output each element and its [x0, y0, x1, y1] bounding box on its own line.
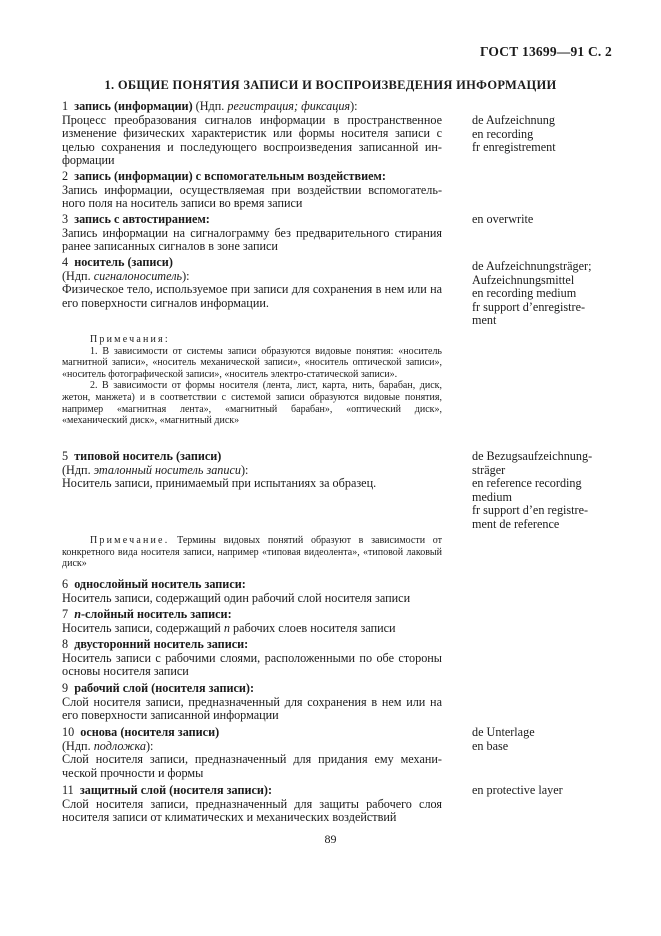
term-definition: Носитель записи, принимаемый при испытаниях за образец. — [62, 476, 377, 491]
page-number: 89 — [324, 832, 337, 846]
term-entry-7 — [62, 608, 442, 635]
notes-block — [62, 334, 442, 427]
term-equivalents-11: en protective layer — [472, 783, 563, 797]
note-item: 1. В зависимости от системы записи образуются видовые понятия: «носитель магнитной записи», «носитель механической записи», «носитель оптической записи», «носитель фотографической записи», «носитель электро-статической записи». — [62, 345, 442, 380]
note-item: 2. В зависимости от формы носителя (лента, лист, карта, нить, барабан, диск, жетон, манжета) и в соответствии с системой записи образуются видовые понятия, например «магнитная лента», «магнитный барабан», «оптический диск», «механический диск», «магнитный диск» — [62, 380, 442, 427]
term-entry-5 — [62, 450, 442, 491]
term-entry-4 — [62, 256, 442, 310]
term-entry-11 — [62, 784, 442, 825]
term-name: запись с автостиранием: — [74, 212, 210, 226]
term-heading: 5 типовой носитель (записи) — [62, 449, 222, 463]
term-deprecated-line: (Ндп. сигналоноситель): — [62, 268, 190, 283]
term-definition: Физическое тело, используемое при записи для сохранения в нем или на его поверхности сигналов информации. — [62, 282, 442, 310]
term-heading: 2 запись (информации) с вспомогательным воздействием: — [62, 169, 386, 183]
term-heading: 1 запись (информации) (Ндп. регистрация; фиксация): — [62, 99, 358, 113]
document-header: ГОСТ 13699—91 С. 2 — [479, 44, 612, 59]
term-entry-3 — [62, 213, 442, 254]
term-definition: Запись информации на сигналограмму без предварительного стирания ранее записанных сигналов в зоне записи — [62, 225, 442, 254]
term-definition: Слой носителя записи, предназначенный для защиты рабочего слоя носителя записи от климатических и механических воздействий — [62, 796, 442, 825]
note-block — [62, 535, 442, 570]
term-entry-2 — [62, 170, 442, 211]
term-heading: 4 носитель (записи) — [62, 255, 173, 269]
term-variable: n — [74, 607, 81, 621]
term-name: защитный слой (носителя записи): — [79, 783, 273, 797]
term-name: -слойный носитель записи: — [80, 607, 232, 621]
term-name: основа (носителя записи) — [80, 725, 220, 739]
term-name: запись (информации) — [74, 99, 193, 113]
note-text: Термины видовых понятий образуют в зависимости от конкретного вида носителя записи, например «типовая видеолента», «типовой лаковый диск» — [62, 535, 442, 570]
term-name: типовой носитель (записи) — [74, 449, 222, 463]
section-title: 1. ОБЩИЕ ПОНЯТИЯ ЗАПИСИ И ВОСПРОИЗВЕДЕНИЯ ИНФОРМАЦИИ — [104, 78, 557, 92]
deprecated-term: регистрация; фиксация — [227, 99, 351, 113]
note-heading: Примечание. — [90, 535, 170, 546]
term-equivalents-3: en overwrite — [472, 212, 534, 226]
term-heading: 6 однослойный носитель записи: — [62, 577, 246, 591]
term-definition: Носитель записи, содержащий n рабочих слоев носителя записи — [62, 620, 396, 635]
term-heading: 3 запись с автостиранием: — [62, 212, 210, 226]
term-heading: 8 двусторонний носитель записи: — [62, 637, 249, 651]
deprecated-term: эталонный носитель записи — [93, 462, 241, 477]
term-heading: 7 n-слойный носитель записи: — [62, 607, 232, 621]
term-definition: Носитель записи, содержащий один рабочий слой носителя записи — [62, 590, 411, 605]
term-entry-6 — [62, 578, 442, 605]
term-name: рабочий слой (носителя записи): — [74, 681, 255, 695]
deprecated-term: подложка — [93, 738, 146, 753]
term-heading: 11 защитный слой (носителя записи): — [62, 783, 273, 797]
term-equivalents-10: de Unterlage en base — [472, 725, 535, 753]
term-definition: Носитель записи с рабочими слоями, расположенными по обе стороны основы носителя записи — [62, 650, 442, 679]
term-name: запись (информации) с вспомогательным воздействием: — [74, 169, 386, 183]
term-definition: Запись информации, осуществляемая при воздействии вспомогатель-ного поля на носитель записи во время записи — [62, 182, 442, 211]
term-heading: 10 основа (носителя записи) — [62, 725, 220, 739]
term-definition: Слой носителя записи, предназначенный для сохранения в нем или на его поверхности записанной информации — [62, 694, 442, 723]
term-deprecated-line: (Ндп. подложка): — [62, 738, 154, 753]
term-deprecated-line: (Ндп. эталонный носитель записи): — [62, 462, 249, 477]
term-equivalents-5: de Bezugsaufzeichnung- sträger en reference recording medium fr support d’en registre- ment de reference — [472, 449, 593, 531]
term-entry-1 — [62, 100, 442, 168]
notes-heading: Примечания: — [90, 334, 170, 345]
term-entry-10 — [62, 726, 442, 780]
term-name: носитель (записи) — [74, 255, 173, 269]
term-name: двусторонний носитель записи: — [74, 637, 249, 651]
term-name: однослойный носитель записи: — [74, 577, 246, 591]
term-equivalents-4: de Aufzeichnungsträger; Aufzeichnungsmittel en recording medium fr support d’enregistre- ment — [472, 259, 592, 328]
term-definition: Слой носителя записи, предназначенный для придания ему механи-ческой прочности и формы — [62, 752, 442, 780]
term-equivalents-1: de Aufzeichnung en recording fr enregistrement — [472, 113, 556, 155]
deprecated-term: сигналоноситель — [93, 268, 183, 283]
term-entry-8 — [62, 638, 442, 679]
term-heading: 9 рабочий слой (носителя записи): — [62, 681, 255, 695]
term-definition: Процесс преобразования сигналов информации в пространственное изменение физических характеристик или формы носителя записи с целью сохранения и последующего воспроизведения записанной ин-формации — [62, 112, 442, 168]
term-entry-9 — [62, 682, 442, 723]
